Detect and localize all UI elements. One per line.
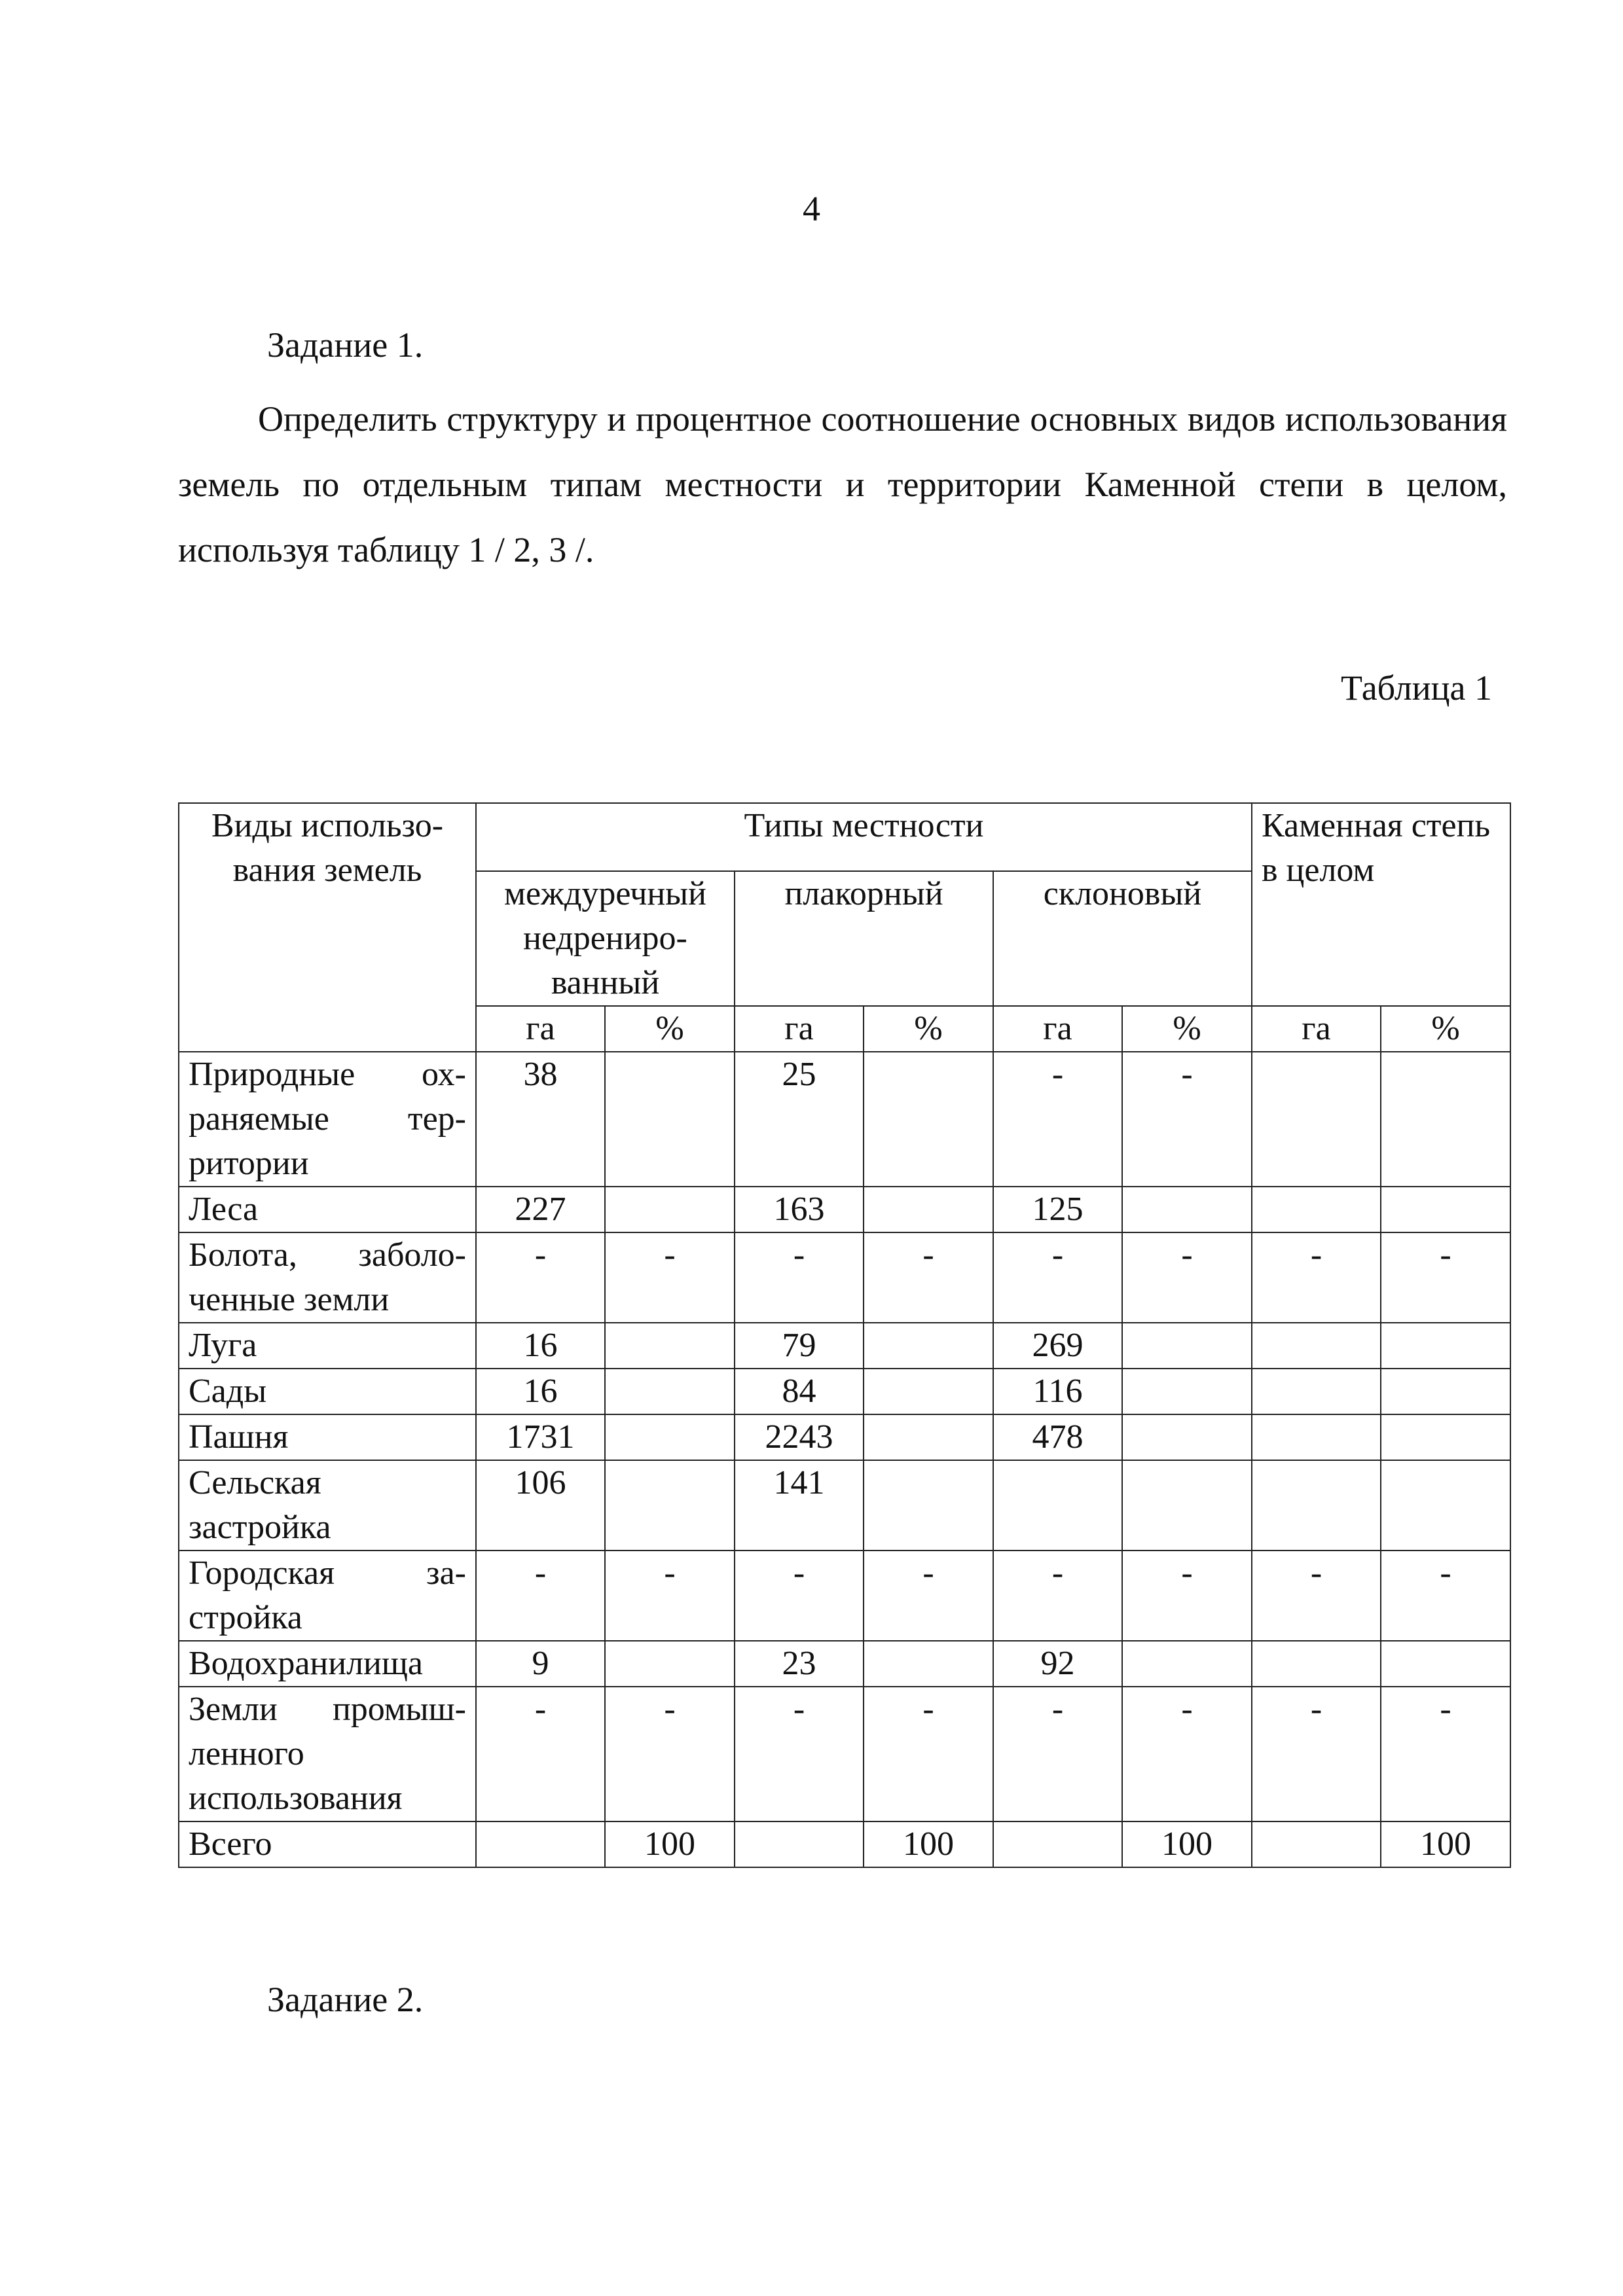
cell-percent xyxy=(864,1414,993,1460)
cell-percent: - xyxy=(1381,1687,1510,1821)
cell-percent: - xyxy=(1381,1551,1510,1641)
header-slope: склоновый xyxy=(993,871,1252,1006)
unit-ha: га xyxy=(476,1006,605,1052)
unit-ha: га xyxy=(993,1006,1122,1052)
table-row xyxy=(179,1369,1510,1414)
table-row xyxy=(179,1460,1510,1551)
row-label: Леса xyxy=(179,1187,476,1232)
cell-percent xyxy=(605,1460,735,1551)
header-plakor: плакорный xyxy=(735,871,993,1006)
cell-ha: 9 xyxy=(476,1641,605,1687)
row-label: Луга xyxy=(179,1323,476,1369)
cell-ha xyxy=(1252,1052,1381,1187)
table-row xyxy=(179,1821,1510,1867)
table-row xyxy=(179,1323,1510,1369)
cell-ha: - xyxy=(476,1551,605,1641)
cell-ha: - xyxy=(993,1052,1122,1187)
cell-ha: - xyxy=(476,1232,605,1323)
cell-percent xyxy=(864,1323,993,1369)
page-number: 4 xyxy=(803,189,820,228)
cell-percent xyxy=(1381,1414,1510,1460)
cell-percent xyxy=(1122,1187,1252,1232)
cell-ha: 84 xyxy=(735,1369,864,1414)
row-label: Всего xyxy=(179,1821,476,1867)
cell-percent: 100 xyxy=(864,1821,993,1867)
cell-percent xyxy=(605,1369,735,1414)
cell-percent xyxy=(864,1460,993,1551)
cell-ha: 25 xyxy=(735,1052,864,1187)
cell-percent: 100 xyxy=(1122,1821,1252,1867)
unit-ha: га xyxy=(1252,1006,1381,1052)
cell-percent xyxy=(1381,1369,1510,1414)
cell-ha: 478 xyxy=(993,1414,1122,1460)
table-row xyxy=(179,1551,1510,1641)
cell-percent: - xyxy=(1122,1687,1252,1821)
cell-ha: 16 xyxy=(476,1369,605,1414)
cell-ha: - xyxy=(993,1687,1122,1821)
cell-percent: 100 xyxy=(1381,1821,1510,1867)
cell-percent xyxy=(1381,1187,1510,1232)
header-land-use: Виды использования земель xyxy=(179,803,476,1052)
cell-ha: - xyxy=(735,1687,864,1821)
table-body xyxy=(179,1052,1510,1867)
cell-ha xyxy=(1252,1821,1381,1867)
cell-percent xyxy=(864,1187,993,1232)
cell-percent xyxy=(605,1052,735,1187)
task-2-heading: Задание 2. xyxy=(267,1980,424,2019)
cell-ha: 23 xyxy=(735,1641,864,1687)
cell-percent xyxy=(864,1369,993,1414)
cell-percent: - xyxy=(1381,1232,1510,1323)
row-label: Сады xyxy=(179,1369,476,1414)
cell-percent: - xyxy=(864,1551,993,1641)
cell-ha: - xyxy=(735,1551,864,1641)
cell-ha: 141 xyxy=(735,1460,864,1551)
cell-ha: 106 xyxy=(476,1460,605,1551)
unit-pct: % xyxy=(1122,1006,1252,1052)
cell-ha: 2243 xyxy=(735,1414,864,1460)
cell-ha: 16 xyxy=(476,1323,605,1369)
cell-ha: - xyxy=(1252,1232,1381,1323)
table-caption: Таблица 1 xyxy=(1341,668,1492,708)
cell-percent xyxy=(1381,1641,1510,1687)
cell-ha: 1731 xyxy=(476,1414,605,1460)
cell-ha xyxy=(1252,1414,1381,1460)
cell-ha: 227 xyxy=(476,1187,605,1232)
cell-ha xyxy=(1252,1460,1381,1551)
table-row xyxy=(179,1687,1510,1821)
cell-ha: 92 xyxy=(993,1641,1122,1687)
table-row xyxy=(179,1232,1510,1323)
row-label: Земли промышленного использования xyxy=(179,1687,476,1821)
task-1-text: Определить структуру и процентное соотношение основных видов использования земель по отдельным типам местности и территории Каменной степи в целом, используя таблицу 1 / 2, 3 /. xyxy=(178,399,1507,569)
cell-percent: - xyxy=(864,1232,993,1323)
cell-ha: 163 xyxy=(735,1187,864,1232)
cell-percent: - xyxy=(864,1687,993,1821)
cell-percent xyxy=(864,1641,993,1687)
cell-ha: 269 xyxy=(993,1323,1122,1369)
row-label: Городская застройка xyxy=(179,1551,476,1641)
cell-ha xyxy=(993,1460,1122,1551)
cell-ha: - xyxy=(476,1687,605,1821)
cell-percent xyxy=(1381,1323,1510,1369)
row-label: Природные охраняемые территории xyxy=(179,1052,476,1187)
cell-percent xyxy=(864,1052,993,1187)
cell-ha: 79 xyxy=(735,1323,864,1369)
row-label: Сельская застройка xyxy=(179,1460,476,1551)
cell-ha xyxy=(476,1821,605,1867)
cell-ha: 125 xyxy=(993,1187,1122,1232)
cell-percent xyxy=(1381,1052,1510,1187)
table-row xyxy=(179,1641,1510,1687)
row-label: Водохранилища xyxy=(179,1641,476,1687)
cell-percent xyxy=(1122,1323,1252,1369)
cell-percent xyxy=(605,1641,735,1687)
cell-percent: - xyxy=(1122,1232,1252,1323)
table-row xyxy=(179,1187,1510,1232)
cell-percent: 100 xyxy=(605,1821,735,1867)
cell-percent: - xyxy=(1122,1052,1252,1187)
cell-ha: - xyxy=(1252,1687,1381,1821)
table-row xyxy=(179,1052,1510,1187)
cell-percent xyxy=(605,1187,735,1232)
cell-ha xyxy=(1252,1369,1381,1414)
header-terrain-types: Типы местности xyxy=(476,803,1252,871)
header-total: Каменная степь в целом xyxy=(1252,803,1510,1006)
cell-ha xyxy=(735,1821,864,1867)
cell-ha xyxy=(993,1821,1122,1867)
cell-percent: - xyxy=(605,1687,735,1821)
cell-ha: 38 xyxy=(476,1052,605,1187)
cell-ha xyxy=(1252,1187,1381,1232)
cell-percent: - xyxy=(605,1551,735,1641)
task-1-heading: Задание 1. xyxy=(267,325,424,365)
cell-percent xyxy=(605,1414,735,1460)
cell-percent xyxy=(1122,1460,1252,1551)
unit-pct: % xyxy=(1381,1006,1510,1052)
cell-ha: - xyxy=(993,1551,1122,1641)
cell-percent xyxy=(1122,1414,1252,1460)
table-row xyxy=(179,1414,1510,1460)
cell-percent xyxy=(1122,1369,1252,1414)
cell-ha xyxy=(1252,1323,1381,1369)
cell-percent xyxy=(1122,1641,1252,1687)
cell-ha: - xyxy=(993,1232,1122,1323)
land-use-table xyxy=(178,802,1511,1868)
cell-percent xyxy=(605,1323,735,1369)
cell-ha: 116 xyxy=(993,1369,1122,1414)
unit-pct: % xyxy=(864,1006,993,1052)
cell-ha: - xyxy=(735,1232,864,1323)
row-label: Болота, заболоченные земли xyxy=(179,1232,476,1323)
unit-pct: % xyxy=(605,1006,735,1052)
cell-percent xyxy=(1381,1460,1510,1551)
row-label: Пашня xyxy=(179,1414,476,1460)
header-interfluve: междуречный недренированный xyxy=(476,871,735,1006)
cell-percent: - xyxy=(605,1232,735,1323)
cell-ha: - xyxy=(1252,1551,1381,1641)
cell-percent: - xyxy=(1122,1551,1252,1641)
unit-ha: га xyxy=(735,1006,864,1052)
cell-ha xyxy=(1252,1641,1381,1687)
